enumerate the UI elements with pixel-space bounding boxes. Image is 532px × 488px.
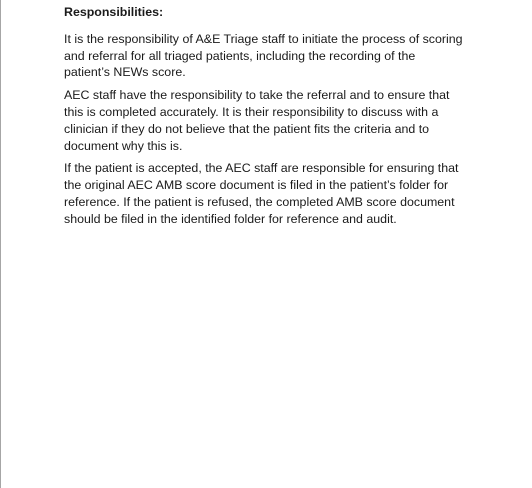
paragraph-acceptance-filing: If the patient is accepted, the AEC staff are responsible for ensuring that the original AEC AMB score document is filed in the patient’s folder for reference. If the patient is refused, the completed AMB score document should be filed in the identified folder for reference and audit.: [64, 161, 459, 226]
page-left-border: [0, 0, 1, 488]
section-heading: Responsibilities:: [64, 5, 164, 19]
paragraph-aec-referral: AEC staff have the responsibility to take the referral and to ensure that this is completed accurately. It is their responsibility to discuss with a clinician if they do not believe that the patient fits the criteria and to document why this is.: [64, 88, 450, 153]
document-page: [64, 4, 464, 234]
paragraph-triage-responsibility: It is the responsibility of A&E Triage staff to initiate the process of scoring and referral for all triaged patients, including the recording of the patient’s NEWs score.: [64, 31, 463, 80]
